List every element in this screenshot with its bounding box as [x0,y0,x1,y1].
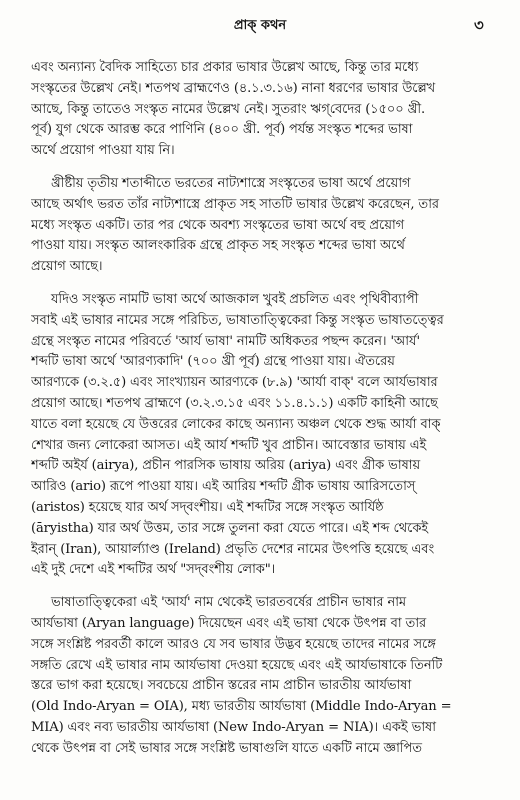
text-line: থেকে উৎপন্ন বা সেই ভাষার সঙ্গে সংশ্লিষ্ট ভাষাগুলি যাতে একটি নামে জ্ঞাপিত [31,740,422,756]
text-line: সঙ্গে সংশ্লিষ্ট পরবর্তী কালে আরও যে সব ভাষার উদ্ভব হয়েছে তাদের নামের সঙ্গে [31,636,436,652]
text-line: গ্রন্থে সংস্কৃত নামের পরিবর্তে 'আর্য ভাষা' নামটি অধিকতর পছন্দ করেন। 'আর্য' [31,333,420,349]
text-line: পূর্ব) যুগ থেকে আরম্ভ করে পাণিনি (৪০০ খ্রী. পূর্ব) পর্যন্ত সংস্কৃত শব্দের ভাষা [31,122,413,138]
text-line: শব্দটি অইর্য (airya), প্রচীন পারসিক ভাষায় অরিয় (ariya) এবং গ্রীক ভাষায় [31,458,421,474]
text-line: পাওয়া যায়। সংস্কৃত আলংকারিক গ্রন্থে প্রাকৃত সহ সংস্কৃত শব্দের ভাষা অর্থে [31,238,405,254]
text-line: শেখার জন্য লোকেরা আসত। এই আর্য শব্দটি খুব প্রাচীন। আবেস্তার ভাষায় এই [31,437,427,453]
text-line: স্তরে ভাগ করা হয়েছে। সবচেয়ে প্রাচীন স্তরের নাম প্রাচীন ভারতীয় আর্যভাষা [31,678,412,694]
page-number: ৩ [474,16,484,34]
text-line: সঙ্গতি রেখে এই ভাষার নাম আর্যভাষা দেওয়া হয়েছে এবং এই আর্যভাষাকে তিনটি [31,657,443,673]
text-line: ভাষাতাত্ত্বিকেরা এই 'আর্য' নাম থেকেই ভারতবর্ষের প্রাচীন ভাষার নাম [51,595,407,611]
paragraph-2 [31,174,499,278]
body-text [31,58,499,772]
text-line: শব্দটি ভাষা অর্থে 'আরণ্যকাদি' (৭০০ খ্রী পূর্ব) গ্রন্থে পাওয়া যায়। ঐতরেয় [31,354,395,370]
text-line: এই দুই দেশে এই শব্দটির অর্থ "সদ্‌বংশীয় লোক"। [31,562,276,578]
text-line: MIA) এবং নব্য ভারতীয় আর্যভাষা (New Indo-Aryan = NIA)। একই ভাষা [31,719,436,735]
text-line: ইরান্ (Iran), আয়ার্ল্যাণ্ড (Ireland) প্রভৃতি দেশের নামের উৎপত্তি হয়েছে এবং [31,541,435,557]
text-line: আরিও (ario) রূপে পাওয়া যায়। এই আরিয় শব্দটি গ্রীক ভাষায় আরিসতোস্ [31,479,416,495]
paragraph-4 [31,593,499,759]
text-line: প্রয়োগ আছে। শতপথ ব্রাহ্মণে (৩.২.৩.১৫ এবং ১১.৪.১.১) একটি কাহিনী আছে [31,395,438,411]
text-line: যাতে বলা হয়েছে যে উত্তরের লোকের কাছে অন্যান্য অঞ্চল থেকে শুদ্ধ আর্যা বাক্ [31,416,441,432]
text-line: প্রয়োগ আছে। [31,259,103,275]
text-line: এবং অন্যান্য বৈদিক সাহিত্যে চার প্রকার ভাষার উল্লেখ আছে, কিন্তু তার মধ্যে [31,60,419,75]
text-line: আছে, কিন্তু তাতেও সংস্কৃত নামের উল্লেখ নেই। সুতরাং ঋগ্‌বেদের (১৫০০ খ্রী. [31,101,425,117]
running-head: প্রাক্ কথন [233,18,287,33]
page-header [0,0,520,40]
text-line: খ্রীষ্টীয় তৃতীয় শতাব্দীতে ভরতের নাট্যশাস্ত্রে সংস্কৃতের ভাষা অর্থে প্রয়োগ [51,175,411,191]
paragraph-3 [31,290,499,581]
text-line: (aristos) হয়েছে যার অর্থ সদ্‌বংশীয়। এই শব্দটির সঙ্গে সংস্কৃত আর্যিষ্ঠ [31,499,384,515]
text-line: আর্যভাষা (Aryan language) দিয়েছেন এবং এই ভাষা থেকে উৎপন্ন বা তার [31,615,427,631]
paragraph-1 [31,58,499,162]
text-line: (Old Indo-Aryan = OIA), মধ্য ভারতীয় আর্যভাষা (Middle Indo-Aryan = [31,699,452,715]
text-line: যদিও সংস্কৃত নামটি ভাষা অর্থে আজকাল খুবই প্রচলিত এবং পৃথিবীব্যাপী [51,291,419,307]
text-line: মধ্যে সংস্কৃত একটি। তার পর থেকে অবশ্য সংস্কৃতের ভাষা অর্থে বহু প্রয়োগ [31,217,405,233]
text-line: অর্থে প্রয়োগ পাওয়া যায় নি। [31,143,175,159]
text-line: সবাই এই ভাষার নামের সঙ্গে পরিচিত, ভাষাতাত্ত্বিকেরা কিন্তু সংস্কৃত ভাষাতত্ত্বের [31,312,444,328]
text-line: সংস্কৃতের উল্লেখ নেই। শতপথ ব্রাহ্মণেও (৪.১.৩.১৬) নানা ধরণের ভাষার উল্লেখ [31,80,436,96]
text-line: আরণ্যকে (৩.২.৫) এবং সাংখ্যায়ন আরণ্যকে (৮.৯) 'আর্যা বাক্' বলে আর্যভাষার [31,375,438,391]
text-line: আছে অর্থাৎ ভরত তাঁর নাট্যশাস্ত্রে প্রাকৃত সহ সাতটি ভাষার উল্লেখ করেছেন, তার [31,196,439,212]
text-line: (āryistha) যার অর্থ উত্তম, তার সঙ্গে তুলনা করা যেতে পারে। এই শব্দ থেকেই [31,520,429,536]
